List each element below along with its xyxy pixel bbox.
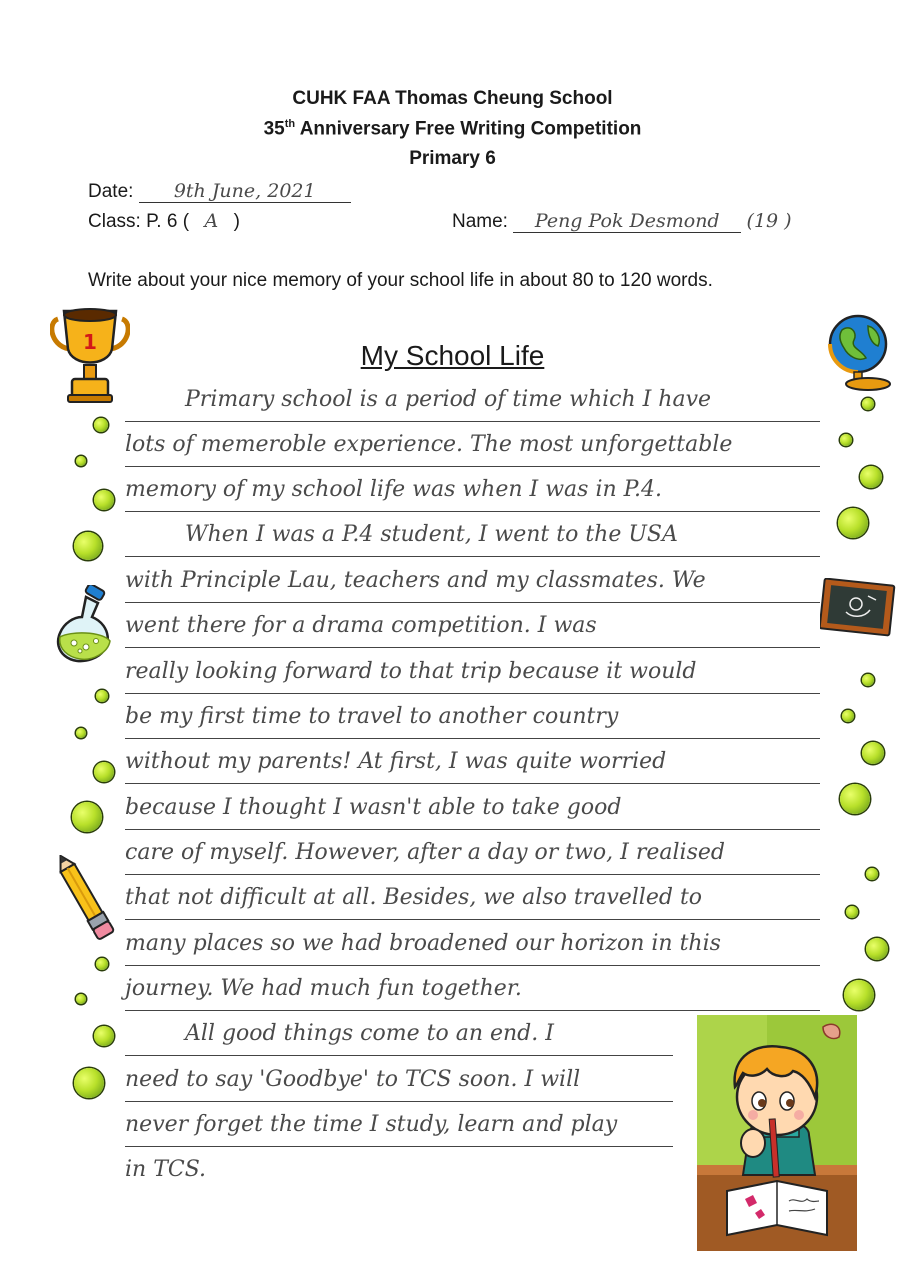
green-dot-icon (96, 958, 108, 970)
essay-line: without my parents! At first, I was quite worried (125, 740, 820, 784)
green-dot-icon (844, 980, 874, 1010)
essay-line: in TCS. (125, 1157, 206, 1182)
essay-line: need to say 'Goodbye' to TCS soon. I will (125, 1058, 673, 1102)
school-name: CUHK FAA Thomas Cheung School (292, 88, 613, 109)
essay-line: journey. We had much fun together. (125, 967, 820, 1011)
class-field (88, 210, 240, 233)
green-dot-icon (94, 490, 114, 510)
essay-line: lots of memeroble experience. The most unforgettable (125, 423, 820, 467)
instruction-text: Write about your nice memory of your school life in about 80 to 120 words. (88, 270, 713, 291)
essay-line: care of myself. However, after a day or two, I realised (125, 831, 820, 875)
competition-sup: th (284, 118, 296, 130)
globe-icon (820, 310, 892, 392)
green-dot-icon (94, 762, 114, 782)
essay-line: many places so we had broadened our horizon in this (125, 922, 820, 966)
green-dot-icon (96, 690, 108, 702)
name-value[interactable]: Peng Pok Desmond (513, 210, 741, 233)
date-label: Date: (88, 181, 134, 202)
green-dot-icon (866, 938, 888, 960)
essay-line: really looking forward to that trip because it would (125, 650, 820, 694)
level-title: Primary 6 (409, 148, 496, 169)
class-value[interactable]: A (204, 210, 219, 232)
pencil-icon (56, 855, 116, 945)
green-dot-icon (866, 868, 878, 880)
green-dot-icon (76, 728, 86, 738)
competition-rest: Anniversary Free Writing Competition (299, 118, 642, 140)
essay-title: My School Life (360, 340, 545, 371)
green-dot-icon (94, 1026, 114, 1046)
student-number[interactable]: (19 ) (746, 210, 792, 232)
essay-line: never forget the time I study, learn and play (125, 1103, 673, 1147)
green-dot-icon (862, 674, 874, 686)
competition-number: 35 (263, 118, 285, 140)
trophy-number: 1 (83, 330, 97, 354)
essay-line: be my first time to travel to another country (125, 695, 820, 739)
green-dot-icon (862, 398, 874, 410)
green-dot-icon (94, 418, 108, 432)
competition-title (0, 118, 905, 140)
essay-line: All good things come to an end. I (125, 1012, 673, 1056)
green-dot-icon (74, 532, 102, 560)
green-dot-icon (76, 456, 86, 466)
essay-line: memory of my school life was when I was in P.4. (125, 468, 820, 512)
class-label: Class: P. 6 ( (88, 211, 190, 232)
name-field (452, 210, 792, 233)
blackboard-icon (820, 578, 896, 638)
name-label: Name: (452, 211, 508, 232)
student-illustration (697, 1015, 857, 1251)
essay-line: went there for a drama competition. I was (125, 604, 820, 648)
green-dot-icon (860, 466, 882, 488)
essay-line: Primary school is a period of time which I have (125, 378, 820, 422)
class-close: ) (233, 211, 240, 232)
date-field (88, 180, 351, 203)
essay-line: with Principle Lau, teachers and my classmates. We (125, 559, 820, 603)
green-dot-icon (76, 994, 86, 1004)
green-dot-icon (74, 1068, 104, 1098)
green-dot-icon (838, 508, 868, 538)
green-dot-icon (840, 434, 852, 446)
essay-line: because I thought I wasn't able to take good (125, 786, 820, 830)
green-dot-icon (842, 710, 854, 722)
trophy-icon (50, 305, 130, 405)
essay-line: When I was a P.4 student, I went to the USA (125, 513, 820, 557)
essay-line: that not difficult at all. Besides, we also travelled to (125, 876, 820, 920)
green-dot-icon (840, 784, 870, 814)
date-value[interactable]: 9th June, 2021 (139, 180, 351, 203)
green-dot-icon (72, 802, 102, 832)
green-dot-icon (846, 906, 858, 918)
flask-icon (52, 585, 124, 665)
green-dot-icon (862, 742, 884, 764)
